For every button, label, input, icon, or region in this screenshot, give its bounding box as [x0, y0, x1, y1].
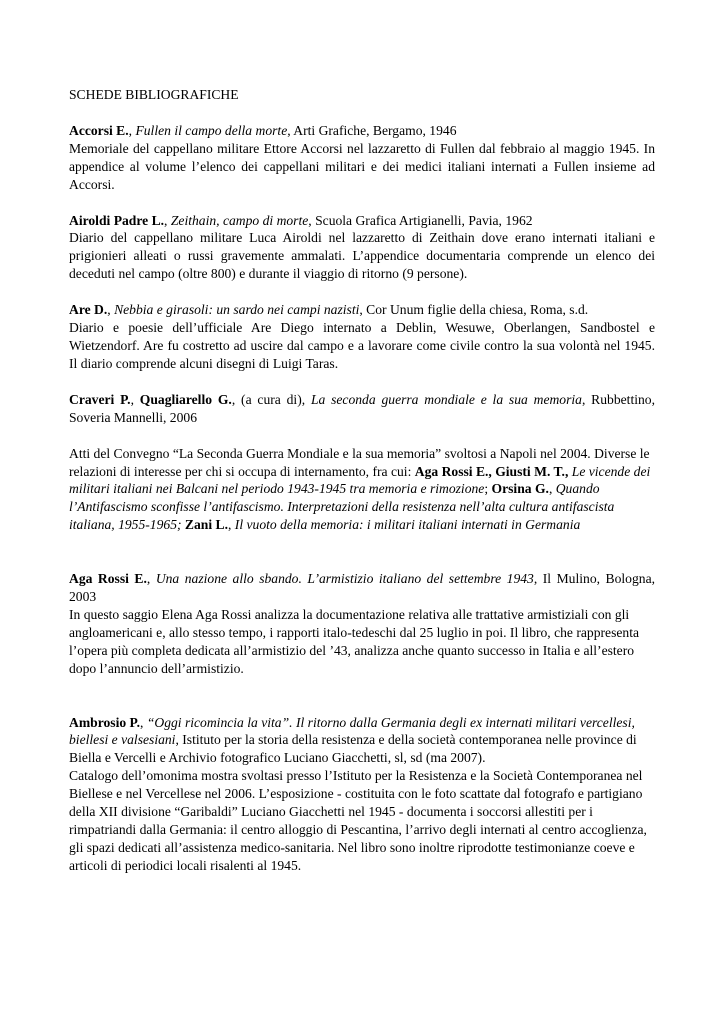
document-heading: SCHEDE BIBLIOGRAFICHE — [69, 87, 239, 102]
bibliography-entry-airoldi — [69, 212, 655, 284]
ref-title: Le vicende dei militari italiani nei Balcani nel periodo 1943-1945 tra memoria e rimozione — [69, 463, 651, 497]
separator: , — [548, 481, 556, 497]
entry-publisher: , Istituto per la storia della resistenza e della società contemporanea nelle province di Biella e Vercelli e Archivio fotografico Luciano Giacchetti, sl, sd (ma 2007). — [69, 732, 637, 766]
entry-publisher: , Arti Grafiche, Bergamo, 1946 — [287, 122, 457, 138]
entry-title: La seconda guerra mondiale e la sua memoria — [310, 391, 582, 407]
ref-author: Aga Rossi E., Giusti M. T., — [414, 463, 569, 479]
entry-author: Aga Rossi E. — [69, 571, 147, 587]
entry-citation: Airoldi Padre L., Zeithain, campo di morte, Scuola Grafica Artigianelli, Pavia, 1962 — [69, 212, 533, 228]
bibliography-entry-ambrosio — [69, 714, 655, 875]
bibliography-entry-are — [69, 301, 655, 373]
ref-title: Il vuoto della memoria: i militari italiani internati in Germania — [234, 517, 581, 533]
entry-title: Zeithain, campo di morte — [170, 212, 309, 228]
entry-description: Catalogo dell’omonima mostra svoltasi presso l’Istituto per la Resistenza e la Società Contemporanea nel Biellese e nel Vercellese nel 2006. L’esposizione - costituita con le foto scattate dal fotografo e partigiano della XII divisione “Garibaldi” Luciano Giacchetti nel 1945 - documenta i soccorsi allestiti per i rimpatriandi dalla Germania: il centro alloggio di Pescantina, l’arrivo degli internati al centro accoglienza, gli spazi dedicati all’assistenza medico-sanitaria. Nel libro sono inoltre riprodotte testimonianze coeve e articoli di periodici locali risalenti al 1945. — [69, 768, 647, 873]
entry-citation: Accorsi E., Fullen il campo della morte, Arti Grafiche, Bergamo, 1946 — [69, 122, 457, 138]
separator: , — [228, 517, 235, 533]
entry-title: “Oggi ricomincia la vita”. Il ritorno dalla Germania degli ex internati militari vercellesi, biellesi e valsesiani — [69, 714, 635, 748]
entry-description: In questo saggio Elena Aga Rossi analizza la documentazione relativa alle trattative armistiziali con gli angloamericani e, allo stesso tempo, i rapporti italo-tedeschi dal 25 luglio in poi. Il libro, che rappresenta l’opera più completa dedicata all’armistizio del ’43, analizza anche quanto successo in Italia e all’estero dopo l’annuncio dell’armistizio. — [69, 606, 640, 676]
entry-coauthor: Quagliarello G. — [139, 391, 232, 407]
entry-author: Airoldi Padre L. — [69, 212, 165, 228]
bibliography-entry-accorsi — [69, 122, 655, 194]
entry-description: Diario e poesie dell’ufficiale Are Diego internato a Deblin, Wesuwe, Oberlangen, Sandbostel e Wietzendorf. Are fu costretto ad uscire dal campo e a lavorare come civile contro la sua volontà nel 1945. Il diario comprende alcuni disegni di Luigi Taras. — [69, 320, 655, 371]
ref-author: Zani L. — [184, 517, 228, 533]
entry-publisher: , Rubbettino, Soveria Mannelli, 2006 — [69, 391, 655, 425]
ref-title: Quando l’Antifascismo sconfisse l’antifascismo. Interpretazioni della resistenza nell’alta cultura antifascista italiana, 1955-1965; — [69, 481, 615, 533]
separator: ; — [484, 481, 492, 497]
entry-publisher: , Cor Unum figlie della chiesa, Roma, s.d. — [359, 302, 589, 318]
entry-author: Are D. — [69, 302, 108, 318]
entry-citation: Ambrosio P., “Oggi ricomincia la vita”. Il ritorno dalla Germania degli ex internati militari vercellesi, biellesi e valsesiani, Istituto per la storia della resistenza e della società contemporanea nelle province di Biella e Vercelli e Archivio fotografico Luciano Giacchetti, sl, sd (ma 2007). — [69, 714, 637, 766]
entry-author: Craveri P. — [69, 391, 131, 407]
entry-description-text: Atti del Convegno “La Seconda Guerra Mondiale e la sua memoria” svoltosi a Napoli nel 2004. Diverse le relazioni di interesse per chi si occupa di internamento, fra cui: — [69, 445, 650, 479]
entry-description: Diario del cappellano militare Luca Airoldi nel lazzaretto di Zeithain dove erano internati italiani e prigionieri alleati o russi gravemente ammalati. L’appendice documentaria comprende un elenco dei deceduti nel campo (oltre 800) e durante il viaggio di ritorno (9 persone). — [69, 230, 655, 282]
entry-citation: Are D., Nebbia e girasoli: un sardo nei campi nazisti, Cor Unum figlie della chiesa, Roma, s.d. — [69, 302, 589, 318]
entry-publisher: , Il Mulino, Bologna, 2003 — [69, 571, 655, 605]
bibliography-entry-aga-rossi — [69, 570, 655, 677]
entry-publisher: , Scuola Grafica Artigianelli, Pavia, 1962 — [308, 212, 533, 228]
entry-author: Ambrosio P. — [69, 714, 141, 730]
document-page — [69, 86, 655, 875]
entry-author: Accorsi E. — [69, 122, 129, 138]
ref-author: Orsina G. — [491, 481, 549, 497]
entry-description — [69, 445, 655, 535]
entry-title: Fullen il campo della morte — [135, 122, 288, 138]
entry-description: Memoriale del cappellano militare Ettore Accorsi nel lazzaretto di Fullen dal febbraio al maggio 1945. In appendice al volume l’elenco dei cappellani militari e dei medici italiani internati a Fullen insieme ad Accorsi. — [69, 140, 655, 192]
entry-citation: Craveri P., Quagliarello G., (a cura di), La seconda guerra mondiale e la sua memoria, Rubbettino, Soveria Mannelli, 2006 — [69, 391, 655, 425]
entry-editor-note: , (a cura di), — [231, 391, 311, 407]
entry-title: Una nazione allo sbando. L’armistizio italiano del settembre 1943 — [155, 571, 534, 587]
bibliography-entry-craveri — [69, 391, 655, 534]
entry-title: Nebbia e girasoli: un sardo nei campi nazisti — [114, 302, 360, 318]
entry-citation: Aga Rossi E., Una nazione allo sbando. L’armistizio italiano del settembre 1943, Il Mulino, Bologna, 2003 — [69, 571, 655, 605]
